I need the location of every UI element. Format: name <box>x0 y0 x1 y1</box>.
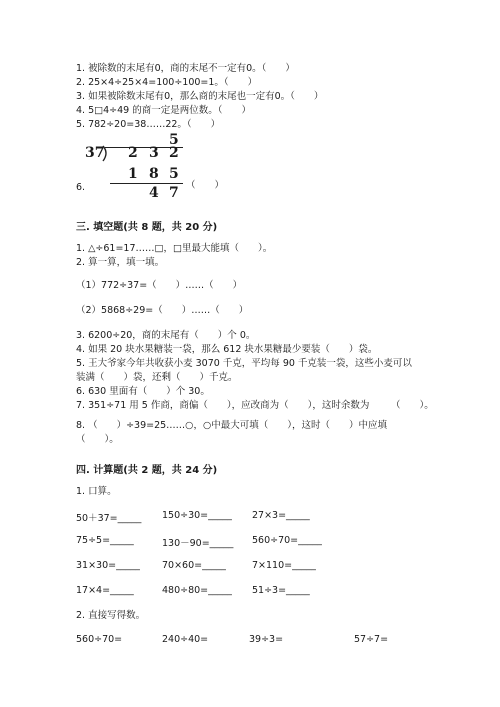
section-heading-calc: 四. 计算题(共 2 题，共 24 分) <box>76 465 218 476</box>
oral-item: 31×30=_____ <box>76 560 140 571</box>
judge-item-4: 4. 5□4÷49 的商一定是两位数。（ ） <box>76 105 251 116</box>
product-digit-2: 8 <box>149 166 159 182</box>
fill-q4: 4. 如果 20 块水果糖装一袋，那么 612 块水果糖最少要装（ ）袋。 <box>76 344 378 355</box>
subtraction-line <box>110 183 183 184</box>
oral-item: 75÷5=_____ <box>76 535 134 546</box>
oral-row-4 <box>76 585 436 599</box>
fill-q2-part1: （1）772÷37=（ ）……（ ） <box>76 280 243 291</box>
division-bracket <box>102 145 110 162</box>
oral-row-2 <box>76 535 436 549</box>
direct-row <box>76 634 436 648</box>
oral-row-3 <box>76 560 436 574</box>
fill-q5-line2: 装满（ ）袋，还剩（ ）千克。 <box>76 372 238 383</box>
fill-q1: 1. △÷61=17……□，□里最大能填（ ）。 <box>76 243 273 254</box>
calc-q1: 1. 口算。 <box>76 486 117 497</box>
fill-q6: 6. 630 里面有（ ）个 30。 <box>76 386 210 397</box>
judge-item-3: 3. 如果被除数末尾有0，那么商的末尾也一定有0。（ ） <box>76 91 324 102</box>
oral-item: 50＋37=_____ <box>76 513 142 524</box>
oral-item: 7×110=_____ <box>252 560 316 571</box>
calc-q2: 2. 直接写得数。 <box>76 610 146 621</box>
fill-q7: 7. 351÷71 用 5 作商，商偏（ ），应改商为（ ），这时余数为 <box>76 400 370 411</box>
direct-item: 39÷3= <box>249 634 284 645</box>
fill-q8-line1: 8. （ ）÷39=25……○，○中最大可填（ ），这时（ ）中应填 <box>76 420 388 431</box>
oral-item: 560÷70=_____ <box>252 535 322 546</box>
oral-item: 51÷3=_____ <box>252 585 310 596</box>
dividend-digit-2: 3 <box>149 145 159 161</box>
remainder-digit-1: 4 <box>149 185 159 201</box>
oral-item: 17×4=_____ <box>76 585 134 596</box>
fill-q2: 2. 算一算，填一填。 <box>76 257 165 268</box>
direct-item: 560÷70= <box>76 634 123 645</box>
judge-item-6-answer: （ ） <box>186 180 225 191</box>
fill-q5-line1: 5. 王大爷家今年共收获小麦 3070 千克，平均每 90 千克装一袋，这些小麦可以 <box>76 358 412 369</box>
fill-q8-line2: （ ）。 <box>76 434 119 445</box>
direct-item: 57÷7= <box>354 634 389 645</box>
judge-item-5: 5. 782÷20=38……22。（ ） <box>76 119 221 130</box>
judge-item-1: 1. 被除数的末尾有0，商的末尾不一定有0。（ ） <box>76 63 295 74</box>
product-digit-1: 1 <box>128 166 138 182</box>
judge-item-2: 2. 25×4÷25×4=100÷100=1。（ ） <box>76 77 258 88</box>
product-digit-3: 5 <box>169 166 179 182</box>
direct-item: 240÷40= <box>162 634 209 645</box>
dividend-digit-3: 2 <box>169 145 179 161</box>
divisor: 37 <box>85 145 105 161</box>
oral-item: 480÷80=_____ <box>162 585 232 596</box>
judge-item-6-label: 6. <box>76 182 86 193</box>
oral-item: 27×3=_____ <box>252 510 310 521</box>
section-heading-fill: 三. 填空题(共 8 题，共 20 分) <box>76 222 218 233</box>
oral-item: 150÷30=_____ <box>162 510 232 521</box>
oral-item: 70×60=_____ <box>162 560 226 571</box>
fill-q2-part2: （2）5868÷29=（ ）……（ ） <box>76 305 249 316</box>
oral-item: 130－90=_____ <box>162 538 234 549</box>
quotient-digit: 5 <box>169 132 179 148</box>
dividend-digit-1: 2 <box>128 145 138 161</box>
oral-row-1 <box>76 510 436 524</box>
fill-q3: 3. 6200÷20，商的末尾有（ ）个 0。 <box>76 330 256 341</box>
fill-q7-tail: （ ）。 <box>391 400 434 411</box>
remainder-digit-2: 7 <box>169 185 179 201</box>
